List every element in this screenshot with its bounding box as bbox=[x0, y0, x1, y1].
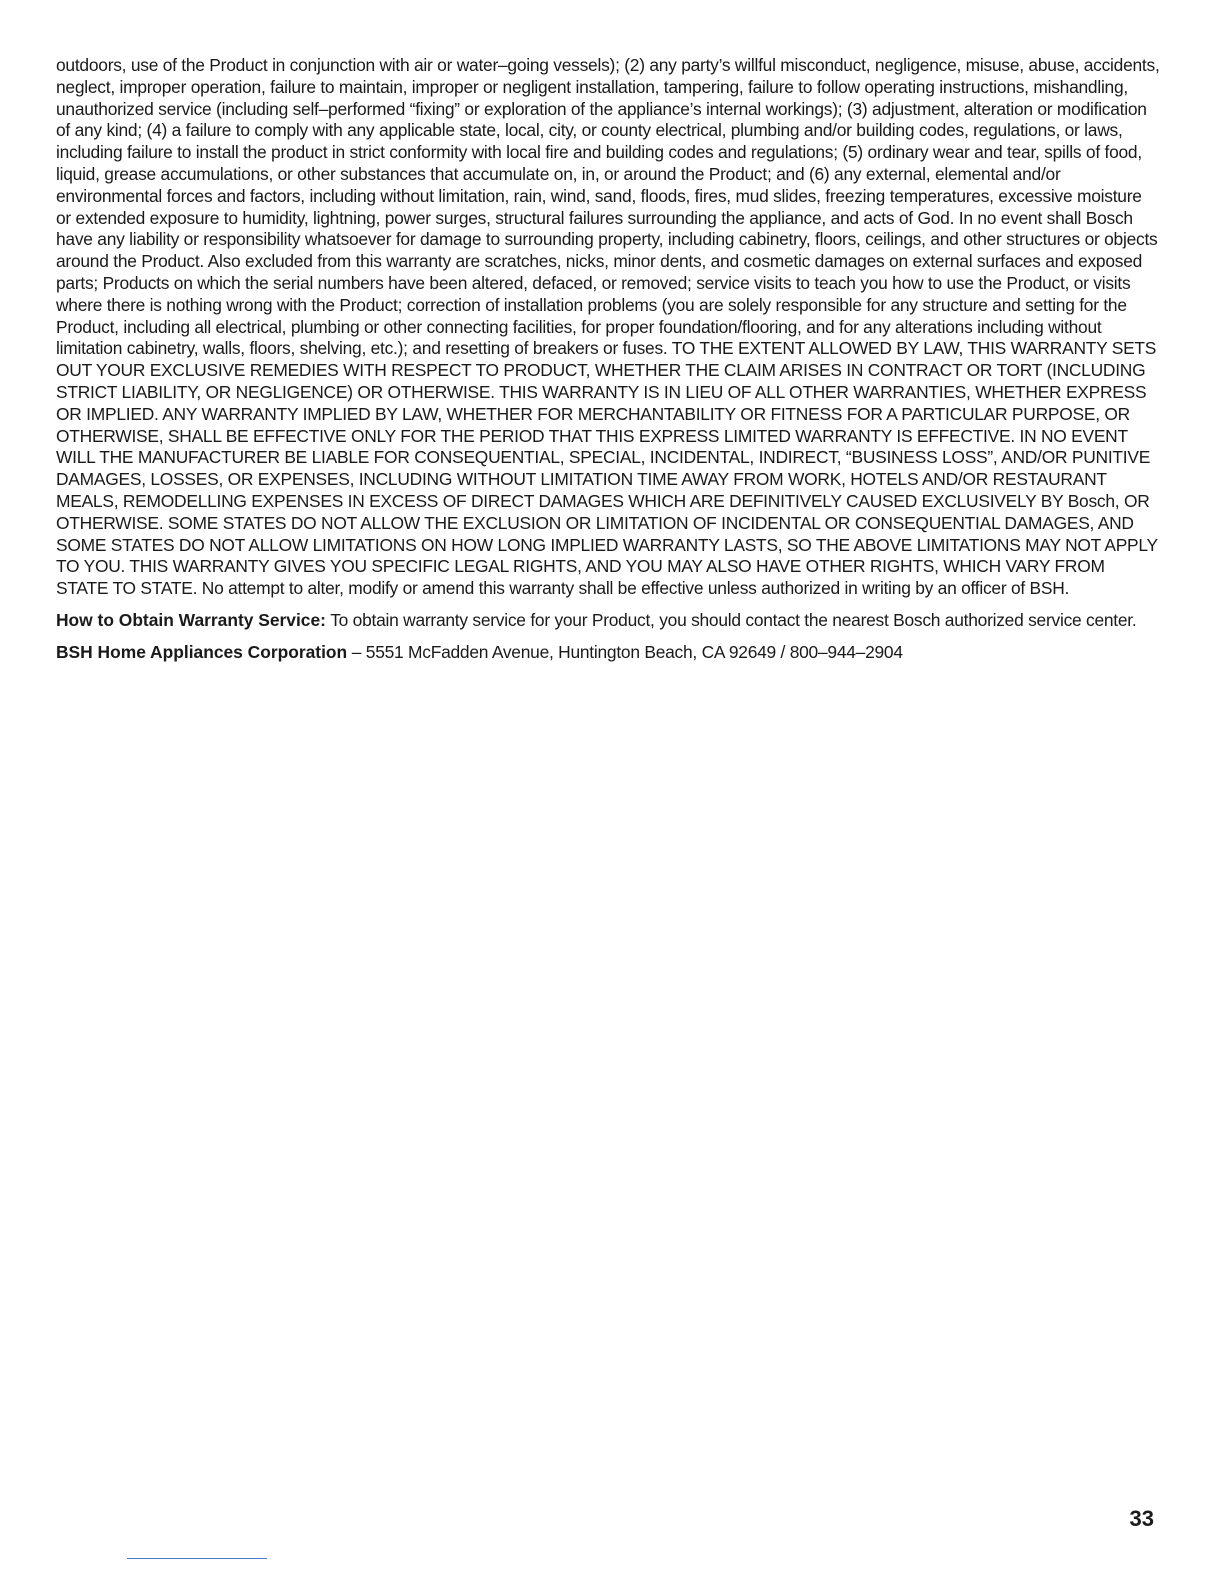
warranty-exclusions-paragraph: outdoors, use of the Product in conjunction with air or water–going vessels); (2) any party’s willful misconduct, negligence, misuse, abuse, accidents, neglect, improper operation, failure to maintain, improper or negligent installation, tampering, failure to follow operating instructions, mishandling, unauthorized service (including self–performed “fixing” or exploration of the appliance’s internal workings); (3) adjustment, alteration or modification of any kind; (4) a failure to comply with any applicable state, local, city, or county electrical, plumbing and/or building codes, regulations, or laws, including failure to install the product in strict conformity with local fire and building codes and regulations; (5) ordinary wear and tear, spills of food, liquid, grease accumulations, or other substances that accumulate on, in, or around the Product; and (6) any external, elemental and/or environmental forces and factors, including without limitation, rain, wind, sand, floods, fires, mud slides, freezing temperatures, excessive moisture or extended exposure to humidity, lightning, power surges, structural failures surrounding the appliance, and acts of God. In no event shall Bosch have any liability or responsibility whatsoever for damage to surrounding property, including cabinetry, floors, ceilings, and other structures or objects around the Product. Also excluded from this warranty are scratches, nicks, minor dents, and cosmetic damages on external surfaces and exposed parts; Products on which the serial numbers have been altered, defaced, or removed; service visits to teach you how to use the Product, or visits where there is nothing wrong with the Product; correction of installation problems (you are solely responsible for any structure and setting for the Product, including all electrical, plumbing or other connecting facilities, for proper foundation/flooring, and for any alterations including without limitation cabinetry, walls, floors, shelving, etc.); and resetting of breakers or fuses. TO THE EXTENT ALLOWED BY LAW, THIS WARRANTY SETS OUT YOUR EXCLUSIVE REMEDIES WITH RESPECT TO PRODUCT, WHETHER THE CLAIM ARISES IN CONTRACT OR TORT (INCLUDING STRICT LIABILITY, OR NEGLIGENCE) OR OTHERWISE. THIS WARRANTY IS IN LIEU OF ALL OTHER WARRANTIES, WHETHER EXPRESS OR IMPLIED. ANY WARRANTY IMPLIED BY LAW, WHETHER FOR MERCHANTABILITY OR FITNESS FOR A PARTICULAR PURPOSE, OR OTHERWISE, SHALL BE EFFECTIVE ONLY FOR THE PERIOD THAT THIS EXPRESS LIMITED WARRANTY IS EFFECTIVE. IN NO EVENT WILL THE MANUFACTURER BE LIABLE FOR CONSEQUENTIAL, SPECIAL, INCIDENTAL, INDIRECT, “BUSINESS LOSS”, AND/OR PUNITIVE DAMAGES, LOSSES, OR EXPENSES, INCLUDING WITHOUT LIMITATION TIME AWAY FROM WORK, HOTELS AND/OR RESTAURANT MEALS, REMODELLING EXPENSES IN EXCESS OF DIRECT DAMAGES WHICH ARE DEFINITIVELY CAUSED EXCLUSIVELY BY Bosch, OR OTHERWISE. SOME STATES DO NOT ALLOW THE EXCLUSION OR LIMITATION OF INCIDENTAL OR CONSEQUENTIAL DAMAGES, AND SOME STATES DO NOT ALLOW LIMITATIONS ON HOW LONG IMPLIED WARRANTY LASTS, SO THE ABOVE LIMITATIONS MAY NOT APPLY TO YOU. THIS WARRANTY GIVES YOU SPECIFIC LEGAL RIGHTS, AND YOU MAY ALSO HAVE OTHER RIGHTS, WHICH VARY FROM STATE TO STATE. No attempt to alter, modify or amend this warranty shall be effective unless authorized in writing by an officer of BSH. bbox=[56, 55, 1160, 599]
footer-rule bbox=[127, 1558, 267, 1559]
company-name: BSH Home Appliances Corporation bbox=[56, 641, 348, 662]
warranty-service-paragraph bbox=[56, 610, 1160, 632]
company-address: – 5551 McFadden Avenue, Huntington Beach, CA 92649 / 800–944–2904 bbox=[351, 641, 903, 662]
page-number: 33 bbox=[1129, 1506, 1154, 1531]
document-page bbox=[56, 55, 1160, 664]
contact-paragraph bbox=[56, 642, 1160, 664]
warranty-service-heading: How to Obtain Warranty Service: bbox=[56, 609, 326, 630]
warranty-service-text: To obtain warranty service for your Product, you should contact the nearest Bosch authorized service center. bbox=[330, 609, 1137, 630]
